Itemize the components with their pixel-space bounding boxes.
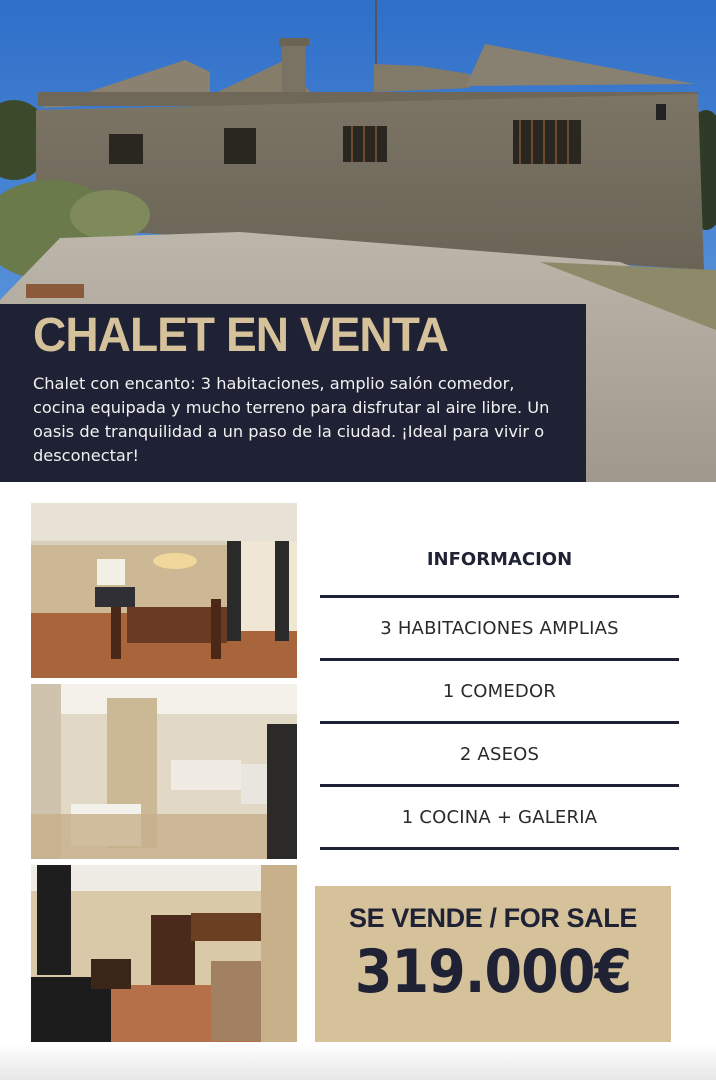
- info-heading: INFORMACION: [426, 549, 573, 570]
- title-box: [0, 304, 586, 482]
- kitchen-photo: [31, 865, 297, 1042]
- info-item-kitchen: 1 COCINA + GALERIA: [401, 806, 598, 828]
- info-item-dining: 1 COMEDOR: [442, 680, 557, 702]
- divider: [320, 847, 679, 850]
- description: Chalet con encanto: 3 habitaciones, amplio salón comedor, cocina equipada y mucho terreno para disfrutar al aire libre. Un oasis de tranquilidad a un paso de la ciudad. ¡Ideal para vivir o desconectar!: [33, 374, 550, 465]
- bottom-edge: [0, 1044, 716, 1080]
- sale-label: SE VENDE / FOR SALE: [349, 903, 637, 933]
- page-title: CHALET EN VENTA: [33, 309, 448, 362]
- hero-section: [0, 0, 716, 482]
- info-panel: [320, 540, 679, 850]
- dining-room-photo: [31, 503, 297, 678]
- info-item-bedrooms: 3 HABITACIONES AMPLIAS: [380, 617, 619, 639]
- sale-box: [315, 886, 671, 1042]
- bathroom-photo: [31, 684, 297, 859]
- price: 319.000€: [354, 937, 632, 1007]
- details-section: [0, 482, 716, 1080]
- info-item-bathrooms: 2 ASEOS: [459, 743, 540, 765]
